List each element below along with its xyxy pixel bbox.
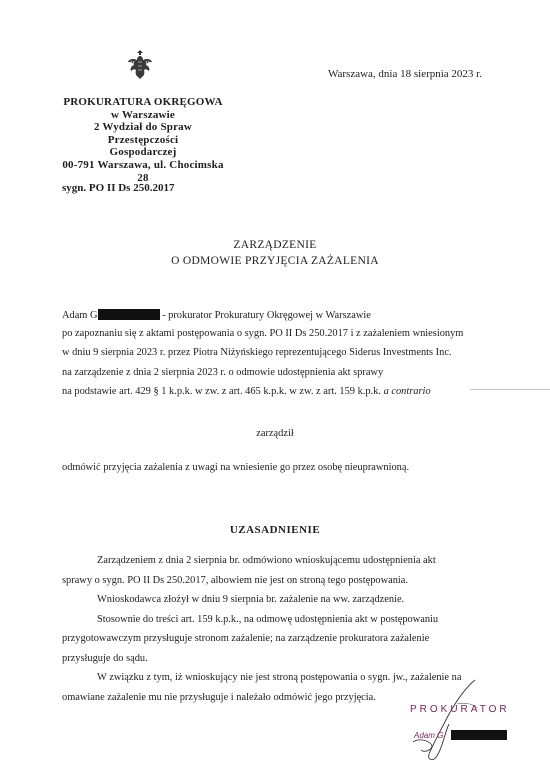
polish-eagle-emblem-icon <box>127 50 153 80</box>
institution-line: Gospodarczej <box>109 146 177 159</box>
justification-line: W związku z tym, iż wnioskujący nie jest stroną postępowania o sygn. jw., zażalenie na <box>97 672 462 683</box>
title-line-2: O ODMOWIE PRZYJĘCIA ZAŻALENIA <box>171 255 379 267</box>
institution-line: 00-791 Warszawa, ul. Chocimska 28 <box>62 158 224 184</box>
justification-line: Stosownie do treści art. 159 k.p.k., na odmowę udostępnienia akt w postępowaniu <box>97 614 439 625</box>
case-reference: sygn. PO II Ds 250.2017 <box>62 182 175 194</box>
title-line-1: ZARZĄDZENIE <box>233 239 317 251</box>
justification-line: Wnioskodawca złożył w dniu 9 sierpnia br. zażalenie na ww. zarządzenie. <box>97 594 405 605</box>
redaction-bar <box>98 309 160 320</box>
body-line: na zarządzenie z dnia 2 sierpnia 2023 r. o odmowie udostępnienia akt sprawy <box>62 367 384 378</box>
prosecutor-title: - prokurator Prokuratury Okręgowej w Warszawie <box>159 310 371 321</box>
body-line: po zapoznaniu się z aktami postępowania o sygn. PO II Ds 250.2017 i z zażaleniem wniesionym <box>62 328 464 339</box>
legal-basis-line <box>62 386 431 397</box>
body-line: w dniu 9 sierpnia 2023 r. przez Piotra Niżyńskiego reprezentującego Siderus Investments Inc. <box>62 347 452 358</box>
document-date: Warszawa, dnia 18 sierpnia 2023 r. <box>328 68 482 80</box>
institution-line: 2 Wydział do Spraw Przestępczości <box>93 121 193 146</box>
justification-line: sprawy o sygn. PO II Ds 250.2017, albowiem nie jest on stroną tego postępowania. <box>62 575 409 586</box>
document-title <box>0 237 550 269</box>
decided-word: zarządził <box>256 428 294 439</box>
justification-line: omawiane zażalenie mu nie przysługuje i należało odmówić jego przyjęcia. <box>62 692 376 703</box>
justification-line: przysługuje do sądu. <box>62 653 148 664</box>
scan-artifact-line <box>470 389 550 390</box>
decision-line: odmówić przyjęcia zażalenia z uwagi na wniesienie go przez osobę nieuprawnioną. <box>62 462 410 473</box>
stamp-name-visible: Adam G <box>414 731 444 740</box>
stamp-name <box>414 730 507 740</box>
institution-line: PROKURATURA OKRĘGOWA <box>63 96 223 108</box>
legal-basis: na podstawie art. 429 § 1 k.p.k. w zw. z art. 465 k.p.k. w zw. z art. 159 k.p.k. <box>62 386 381 397</box>
justification-line: przygotowawczym przysługuje stronom zażalenie; na zarządzenie prokuratora zażalenie <box>62 633 430 644</box>
prosecutor-line <box>62 309 371 321</box>
prosecutor-name-visible: Adam G <box>62 310 98 321</box>
justification-heading: UZASADNIENIE <box>229 524 321 536</box>
institution-line: w Warszawie <box>110 108 176 121</box>
redaction-bar <box>451 730 507 740</box>
signature-icon <box>405 668 525 768</box>
prosecutor-stamp: PROKURATOR <box>410 704 510 715</box>
legal-basis-italic: a contrario <box>383 386 431 397</box>
institution-block <box>58 96 228 184</box>
justification-line: Zarządzeniem z dnia 2 sierpnia br. odmówiono wnioskującemu udostępnienia akt <box>97 555 436 566</box>
